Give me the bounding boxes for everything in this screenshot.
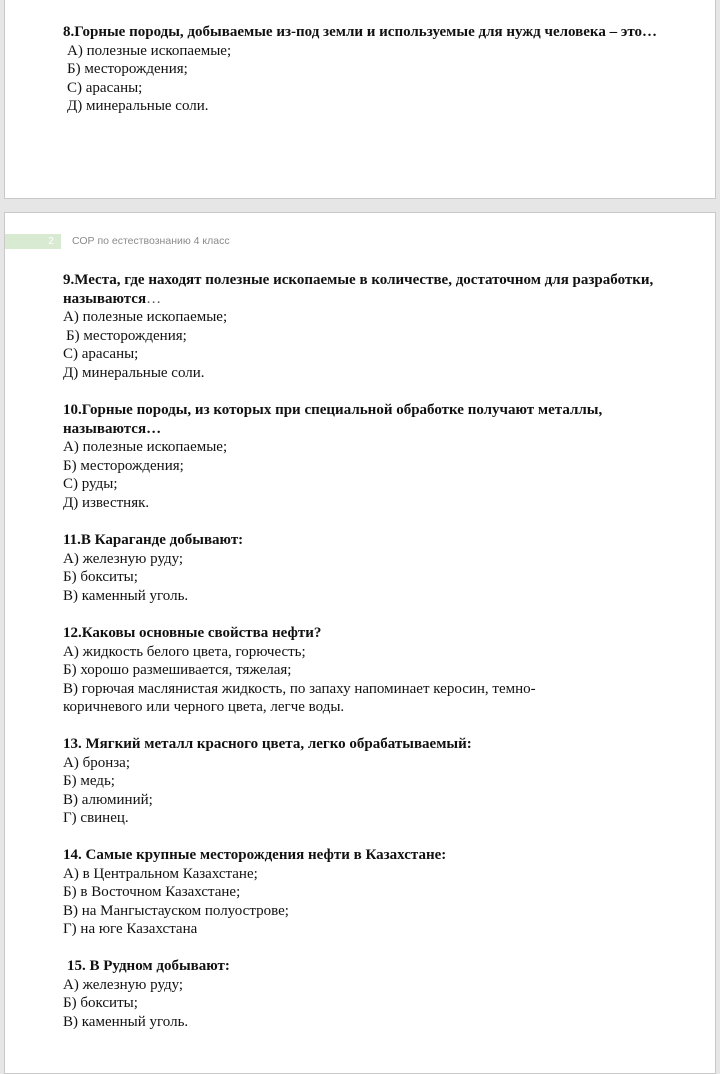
document-page-2 — [4, 212, 716, 1074]
answer-option-a: А) в Центральном Казахстане; — [63, 865, 258, 882]
question-title — [63, 271, 688, 308]
answer-option-a: А) полезные ископаемые; — [67, 42, 232, 59]
answer-option-a: А) полезные ископаемые; — [63, 309, 228, 325]
answer-option-d: Г) свинец. — [63, 810, 129, 826]
answer-option-c: С) арасаны; — [63, 346, 139, 362]
page-number: 2 — [48, 236, 54, 247]
answer-option-c: В) каменный уголь. — [63, 587, 189, 604]
question-10 — [63, 401, 688, 512]
question-title-text: 9.Места, где находят полезные ископаемые в количестве, достаточном для разработки, называются — [63, 272, 654, 307]
answer-option-c: В) каменный уголь. — [63, 1013, 189, 1030]
answer-option-a: А) железную руду; — [63, 550, 184, 567]
question-13 — [63, 735, 688, 828]
answer-option-a: А) полезные ископаемые; — [63, 439, 228, 455]
answer-option-d: Д) минеральные соли. — [67, 98, 209, 114]
answer-option-c: В) алюминий; — [63, 791, 153, 808]
question-title: 15. В Рудном добывают: — [67, 958, 230, 974]
question-title: 11.В Караганде добывают: — [63, 532, 244, 548]
answer-option-d: Д) известняк. — [63, 494, 150, 511]
answer-option-a: А) железную руду; — [63, 976, 184, 993]
answer-option-c: С) арасаны; — [67, 79, 143, 96]
question-title: 12.Каковы основные свойства нефти? — [63, 625, 322, 641]
question-title: 14. Самые крупные месторождения нефти в Казахстане: — [63, 847, 447, 863]
answer-option-b: Б) хорошо размешивается, тяжелая; — [63, 662, 292, 678]
answer-option-c: В) на Мангыстауском полуострове; — [63, 902, 289, 919]
answer-option-a: А) бронза; — [63, 754, 130, 771]
answer-option-c: В) горючая маслянистая жидкость, по запаху напоминает керосин, темно-коричневого или черного цвета, легче воды. — [63, 680, 536, 715]
question-title: 13. Мягкий металл красного цвета, легко обрабатываемый: — [63, 736, 472, 752]
answer-option-b: Б) месторождения; — [63, 457, 184, 474]
answer-option-b: Б) месторождения; — [67, 61, 188, 77]
question-14 — [63, 846, 688, 939]
document-page-1 — [4, 0, 716, 199]
question-title: 8.Горные породы, добываемые из-под земли и используемые для нужд человека – это… — [63, 24, 657, 40]
header-title: СОР по естествознанию 4 класс — [72, 235, 230, 247]
question-title: 10.Горные породы, из которых при специальной обработке получают металлы, называются… — [63, 402, 603, 437]
question-12 — [63, 624, 688, 717]
answer-option-b: Б) бокситы; — [63, 995, 138, 1011]
question-15 — [63, 957, 688, 1031]
answer-option-d: Д) минеральные соли. — [63, 364, 205, 381]
answer-option-b: Б) бокситы; — [63, 569, 138, 585]
question-9 — [63, 271, 688, 382]
answer-option-b: Б) медь; — [63, 773, 115, 789]
answer-option-a: А) жидкость белого цвета, горючесть; — [63, 643, 306, 660]
answer-option-b: Б) в Восточном Казахстане; — [63, 884, 241, 900]
question-11 — [63, 531, 688, 605]
question-title-ellipsis: … — [146, 290, 162, 307]
answer-option-d: Г) на юге Казахстана — [63, 921, 198, 937]
answer-option-b: Б) месторождения; — [66, 327, 187, 344]
answer-option-c: С) руды; — [63, 476, 118, 492]
question-8 — [63, 23, 688, 116]
